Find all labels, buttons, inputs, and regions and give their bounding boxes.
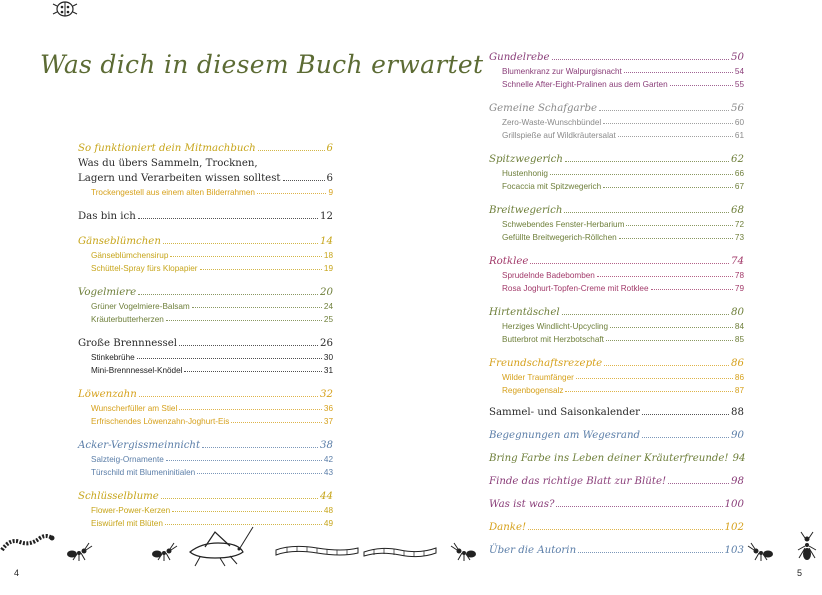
toc-entry-page: 37 xyxy=(323,417,333,426)
toc-entry-page: 32 xyxy=(320,389,333,400)
toc-entry xyxy=(489,216,744,229)
earthworm-icon xyxy=(272,540,362,560)
toc-leader-dots xyxy=(179,409,322,410)
toc-entry-label: Löwenzahn xyxy=(78,389,137,400)
ant-icon xyxy=(150,540,180,562)
toc-entry-label: Bring Farbe ins Leben deiner Kräuterfreunde! xyxy=(489,453,729,464)
toc-entry xyxy=(78,311,333,324)
toc-entry xyxy=(489,382,744,395)
toc-entry-label: Breitwegerich xyxy=(489,205,563,216)
toc-entry-label: Große Brennnessel xyxy=(78,338,178,349)
toc-leader-dots xyxy=(197,473,322,474)
toc-leader-dots xyxy=(668,483,729,484)
toc-entry-label: Trockengestell aus einem alten Bilderrahmen xyxy=(91,188,255,197)
toc-entry-label: Gänseblümchensirup xyxy=(91,251,169,260)
toc-entry xyxy=(78,247,333,260)
grasshopper-icon xyxy=(185,522,260,567)
toc-entry-label: Rotklee xyxy=(489,256,529,267)
toc-entry-label: Regenbogensalz xyxy=(502,386,564,395)
toc-entry-label: Acker-Vergissmeinnicht xyxy=(78,440,201,451)
toc-entry xyxy=(78,426,333,451)
toc-entry-page: 25 xyxy=(323,315,333,324)
toc-entry xyxy=(489,293,744,318)
toc-leader-dots xyxy=(137,358,322,359)
toc-entry-label: Vogelmiere xyxy=(78,287,137,298)
toc-leader-dots xyxy=(258,150,325,151)
toc-entry xyxy=(78,197,333,222)
toc-entry xyxy=(78,451,333,464)
toc-entry xyxy=(489,63,744,76)
toc-entry xyxy=(489,89,744,114)
toc-leader-dots xyxy=(138,218,318,219)
toc-entry-label: Begegnungen am Wegesrand xyxy=(489,430,641,441)
toc-leader-dots xyxy=(200,269,322,270)
toc-entry xyxy=(78,222,333,247)
toc-entry-page: 62 xyxy=(731,154,744,165)
toc-entry-label: Das bin ich xyxy=(78,211,136,222)
toc-entry-label: Wilder Traumfänger xyxy=(502,373,574,382)
toc-entry xyxy=(78,413,333,426)
page-number-right: 5 xyxy=(797,568,803,578)
toc-entry-page: 56 xyxy=(731,103,744,114)
toc-leader-dots xyxy=(603,187,733,188)
toc-entry-page: 42 xyxy=(323,455,333,464)
toc-entry-label: So funktioniert dein Mitmachbuch xyxy=(78,143,256,154)
toc-entry-page: 20 xyxy=(320,287,333,298)
toc-entry-label: Sammel- und Saisonkalender xyxy=(489,407,640,418)
toc-entry-page: 103 xyxy=(724,545,744,556)
toc-entry xyxy=(489,441,744,464)
toc-entry-page: 100 xyxy=(724,499,744,510)
toc-entry xyxy=(489,47,744,63)
toc-entry xyxy=(489,140,744,165)
toc-entry-label: Erfrischendes Löwenzahn-Joghurt-Eis xyxy=(91,417,230,426)
toc-leader-dots xyxy=(562,314,729,315)
toc-entry xyxy=(489,280,744,293)
toc-entry xyxy=(489,318,744,331)
toc-entry xyxy=(489,267,744,280)
page-title: Was dich in diesem Buch erwartet xyxy=(40,50,484,79)
toc-entry-label: Finde das richtige Blatt zur Blüte! xyxy=(489,476,667,487)
toc-entry-page: 80 xyxy=(731,307,744,318)
toc-entry-label: Stinkebrühe xyxy=(91,353,135,362)
toc-entry-page: 66 xyxy=(734,169,744,178)
caterpillar-icon xyxy=(0,530,55,555)
toc-entry-label: Rosa Joghurt-Topfen-Creme mit Rotklee xyxy=(502,284,649,293)
toc-leader-dots xyxy=(283,180,325,181)
toc-entry-page: 26 xyxy=(320,338,333,349)
ant-icon xyxy=(448,540,478,562)
toc-entry-label: Sprudelnde Badebomben xyxy=(502,271,595,280)
toc-leader-dots xyxy=(550,174,733,175)
toc-entry-page: 68 xyxy=(731,205,744,216)
ladybug-icon xyxy=(50,0,80,20)
toc-entry xyxy=(78,477,333,502)
toc-entry xyxy=(489,178,744,191)
toc-entry-page: 85 xyxy=(734,335,744,344)
toc-entry-label: Spitzwegerich xyxy=(489,154,563,165)
toc-entry-page: 43 xyxy=(323,468,333,477)
toc-entry-label: Gundelrebe xyxy=(489,52,550,63)
toc-entry-page: 86 xyxy=(731,358,744,369)
toc-entry-page: 94 xyxy=(732,453,746,464)
toc-entry-page: 74 xyxy=(731,256,744,267)
toc-entry xyxy=(78,502,333,515)
ant-icon xyxy=(65,540,95,562)
toc-leader-dots xyxy=(565,391,732,392)
toc-leader-dots xyxy=(202,447,318,448)
toc-entry-label: Butterbrot mit Herzbotschaft xyxy=(502,335,604,344)
toc-entry-label: Zero-Waste-Wunschbündel xyxy=(502,118,602,127)
toc-entry xyxy=(78,260,333,273)
toc-entry-page: 36 xyxy=(323,404,333,413)
toc-entry-label: Salzteig-Ornamente xyxy=(91,455,164,464)
toc-entry-label: Flower-Power-Kerzen xyxy=(91,506,171,515)
toc-entry-label: Lagern und Verarbeiten wissen solltest xyxy=(78,173,281,184)
toc-entry-page: 30 xyxy=(323,353,333,362)
toc-leader-dots xyxy=(597,276,733,277)
toc-entry-page: 79 xyxy=(734,284,744,293)
toc-leader-dots xyxy=(184,371,321,372)
toc-entry xyxy=(489,127,744,140)
toc-leader-dots xyxy=(528,529,722,530)
toc-leader-dots xyxy=(179,345,318,346)
toc-leader-dots xyxy=(599,110,729,111)
toc-entry-label: Freundschaftsrezepte xyxy=(489,358,603,369)
toc-entry xyxy=(78,375,333,400)
toc-entry-label: Grillspieße auf Wildkräutersalat xyxy=(502,131,616,140)
toc-leader-dots xyxy=(166,320,322,321)
toc-entry xyxy=(489,165,744,178)
toc-leader-dots xyxy=(606,340,733,341)
toc-leader-dots xyxy=(163,243,318,244)
toc-entry-label: Hustenhonig xyxy=(502,169,548,178)
toc-entry-page: 90 xyxy=(731,430,744,441)
toc-entry-label: Schlüsselblume xyxy=(78,491,159,502)
toc-entry-page: 38 xyxy=(320,440,333,451)
toc-entry-label: Herziges Windlicht-Upcycling xyxy=(502,322,609,331)
toc-entry-label: Gefüllte Breitwegerich-Röllchen xyxy=(502,233,617,242)
toc-entry-page: 86 xyxy=(734,373,744,382)
toc-leader-dots xyxy=(161,498,318,499)
toc-entry xyxy=(78,138,333,154)
toc-leader-dots xyxy=(192,307,322,308)
toc-leader-dots xyxy=(576,378,733,379)
toc-entry xyxy=(489,418,744,441)
toc-leader-dots xyxy=(138,294,318,295)
toc-entry xyxy=(489,76,744,89)
toc-leader-dots xyxy=(257,193,326,194)
toc-leader-dots xyxy=(624,72,733,73)
toc-leader-dots xyxy=(604,365,729,366)
toc-entry-page: 98 xyxy=(731,476,744,487)
toc-entry-page: 6 xyxy=(326,173,333,184)
toc-entry-page: 50 xyxy=(731,52,744,63)
toc-entry xyxy=(78,349,333,362)
toc-entry-page: 67 xyxy=(734,182,744,191)
ant-icon xyxy=(793,530,821,562)
toc-leader-dots xyxy=(626,225,732,226)
toc-leader-dots xyxy=(172,511,322,512)
toc-leader-dots xyxy=(670,85,733,86)
toc-entry xyxy=(78,324,333,349)
toc-entry-page: 73 xyxy=(734,233,744,242)
toc-entry xyxy=(78,154,333,169)
toc-leader-dots xyxy=(618,136,733,137)
toc-leader-dots xyxy=(564,212,729,213)
toc-entry-page: 60 xyxy=(734,118,744,127)
toc-leader-dots xyxy=(610,327,733,328)
toc-entry-page: 72 xyxy=(734,220,744,229)
toc-entry xyxy=(489,369,744,382)
toc-entry xyxy=(78,298,333,311)
toc-leader-dots xyxy=(556,506,722,507)
toc-entry-label: Schnelle After-Eight-Pralinen aus dem Garten xyxy=(502,80,668,89)
toc-leader-dots xyxy=(603,123,733,124)
toc-entry-page: 9 xyxy=(328,188,333,197)
toc-entry-page: 87 xyxy=(734,386,744,395)
toc-leader-dots xyxy=(166,460,322,461)
toc-entry xyxy=(489,533,744,556)
toc-entry xyxy=(78,169,333,184)
toc-entry xyxy=(489,191,744,216)
toc-entry xyxy=(78,362,333,375)
toc-leader-dots xyxy=(552,59,730,60)
toc-entry-page: 12 xyxy=(320,211,333,222)
toc-entry-label: Schüttel-Spray fürs Klopapier xyxy=(91,264,198,273)
toc-entry xyxy=(489,487,744,510)
toc-entry-label: Hirtentäschel xyxy=(489,307,560,318)
toc-entry-label: Gänseblümchen xyxy=(78,236,161,247)
toc-leader-dots xyxy=(619,238,733,239)
toc-entry-page: 24 xyxy=(323,302,333,311)
toc-entry xyxy=(489,395,744,418)
toc-entry-label: Blumenkranz zur Walpurgisnacht xyxy=(502,67,622,76)
toc-entry-page: 19 xyxy=(323,264,333,273)
toc-entry-label: Türschild mit Blumeninitialen xyxy=(91,468,196,477)
toc-entry-page: 18 xyxy=(323,251,333,260)
toc-leader-dots xyxy=(139,396,318,397)
toc-leader-dots xyxy=(565,161,729,162)
toc-leader-dots xyxy=(642,414,729,415)
toc-entry-label: Kräuterbutterherzen xyxy=(91,315,164,324)
toc-entry-page: 49 xyxy=(323,519,333,528)
toc-entry-label: Schwebendes Fenster-Herbarium xyxy=(502,220,625,229)
toc-entry xyxy=(489,229,744,242)
toc-entry-page: 6 xyxy=(326,143,333,154)
toc-entry-label: Was du übers Sammeln, Trocknen, xyxy=(78,158,258,169)
toc-entry-label: Gemeine Schafgarbe xyxy=(489,103,598,114)
toc-entry-page: 78 xyxy=(734,271,744,280)
toc-entry-page: 55 xyxy=(734,80,744,89)
toc-entry-page: 102 xyxy=(724,522,744,533)
toc-entry xyxy=(489,331,744,344)
toc-entry-label: Über die Autorin xyxy=(489,545,577,556)
toc-entry-page: 88 xyxy=(731,407,744,418)
toc-entry xyxy=(489,510,744,533)
toc-entry-page: 14 xyxy=(320,236,333,247)
toc-entry-label: Wunscherfüller am Stiel xyxy=(91,404,178,413)
toc-entry-label: Focaccia mit Spitzwegerich xyxy=(502,182,602,191)
page-number-left: 4 xyxy=(14,568,20,578)
toc-entry xyxy=(78,184,333,197)
toc-entry-label: Eiswürfel mit Blüten xyxy=(91,519,163,528)
toc-entry xyxy=(489,242,744,267)
toc-left-column xyxy=(78,138,333,528)
toc-entry-page: 84 xyxy=(734,322,744,331)
toc-entry-label: Was ist was? xyxy=(489,499,555,510)
toc-leader-dots xyxy=(651,289,733,290)
toc-entry xyxy=(78,273,333,298)
earthworm-icon xyxy=(360,540,440,560)
toc-entry xyxy=(78,464,333,477)
toc-entry-label: Mini-Brennnessel-Knödel xyxy=(91,366,183,375)
toc-entry-page: 48 xyxy=(323,506,333,515)
toc-entry-label: Danke! xyxy=(489,522,527,533)
toc-entry xyxy=(489,114,744,127)
toc-leader-dots xyxy=(642,437,729,438)
toc-entry xyxy=(489,344,744,369)
toc-entry-page: 61 xyxy=(734,131,744,140)
ant-icon xyxy=(745,540,775,562)
toc-entry-page: 44 xyxy=(320,491,333,502)
toc-leader-dots xyxy=(530,263,729,264)
toc-entry-page: 31 xyxy=(323,366,333,375)
toc-entry xyxy=(489,464,744,487)
toc-entry xyxy=(78,400,333,413)
toc-right-column xyxy=(489,47,744,556)
toc-leader-dots xyxy=(231,422,322,423)
toc-leader-dots xyxy=(578,552,722,553)
toc-entry-page: 54 xyxy=(734,67,744,76)
toc-leader-dots xyxy=(170,256,322,257)
toc-entry-label: Grüner Vogelmiere-Balsam xyxy=(91,302,190,311)
